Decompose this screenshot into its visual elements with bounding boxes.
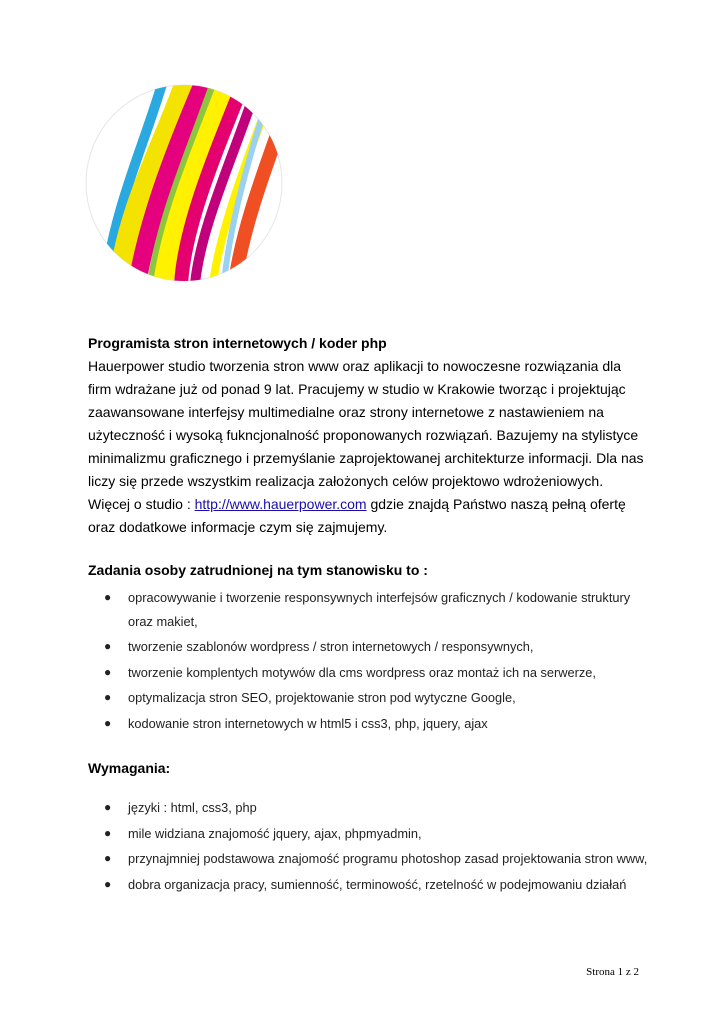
list-item: ● dobra organizacja pracy, sumienność, terminowość, rzetelność w podejmowaniu działań <box>128 873 648 897</box>
tasks-heading: Zadania osoby zatrudnionej na tym stanowisku to : <box>88 562 428 578</box>
bullet-icon: ● <box>104 825 112 840</box>
bullet-icon: ● <box>104 639 112 653</box>
list-item: ● tworzenie komplentych motywów dla cms wordpress oraz montaż ich na serwerze, <box>128 661 648 685</box>
list-item: ● optymalizacja stron SEO, projektowanie stron pod wytyczne Google, <box>128 686 648 710</box>
bullet-icon: ● <box>104 851 112 865</box>
intro-paragraph <box>88 355 648 539</box>
bullet-icon: ● <box>104 715 112 730</box>
hauerpower-logo <box>85 84 283 282</box>
more-prefix: Więcej o studio : <box>88 496 195 512</box>
tasks-list <box>88 586 648 735</box>
list-item: ● opracowywanie i tworzenie responsywnych interfejsów graficznych / kodowanie struktury oraz makiet, <box>128 586 648 633</box>
bullet-icon: ● <box>104 876 112 891</box>
requirements-heading: Wymagania: <box>88 760 171 776</box>
bullet-icon: ● <box>104 590 112 604</box>
bullet-icon: ● <box>104 690 112 704</box>
list-item: ● mile widziana znajomość jquery, ajax, phpmyadmin, <box>128 822 648 846</box>
list-item: ● języki : html, css3, php <box>128 796 648 820</box>
list-item: ● tworzenie szablonów wordpress / stron internetowych / responsywnych, <box>128 635 648 659</box>
bullet-icon: ● <box>104 800 112 814</box>
list-item: ● kodowanie stron internetowych w html5 i css3, php, jquery, ajax <box>128 712 648 736</box>
bullet-icon: ● <box>104 664 112 679</box>
requirements-list <box>88 796 648 896</box>
list-item: ● przynajmniej podstawowa znajomość programu photoshop zasad projektowania stron www, <box>128 847 648 871</box>
page-number: Strona 1 z 2 <box>586 966 639 978</box>
intro-body: Hauerpower studio tworzenia stron www oraz aplikacji to nowoczesne rozwiązania dla firm wdrażane już od ponad 9 lat. Pracujemy w studio w Krakowie tworząc i projektując zaawansowane interfejsy multimedialne oraz strony internetowe z nastawieniem na użyteczność i wysoką fukncjonalność proponowanych rozwiązań. Bazujemy na stylistyce minimalizmu graficznego i przemyślanie zaprojektowanej architekturze informacji. Dla nas liczy się przede wszystkim realizacja założonych celów projektowo wdrożeniowych. <box>88 358 644 489</box>
document-body <box>88 332 648 898</box>
website-link[interactable]: http://www.hauerpower.com <box>194 496 367 512</box>
job-title: Programista stron internetowych / koder php <box>88 335 387 351</box>
more-suffix: gdzie znajdą Państwo naszą pełną ofertę oraz dodatkowe informacje czym się zajmujemy. <box>88 496 626 535</box>
